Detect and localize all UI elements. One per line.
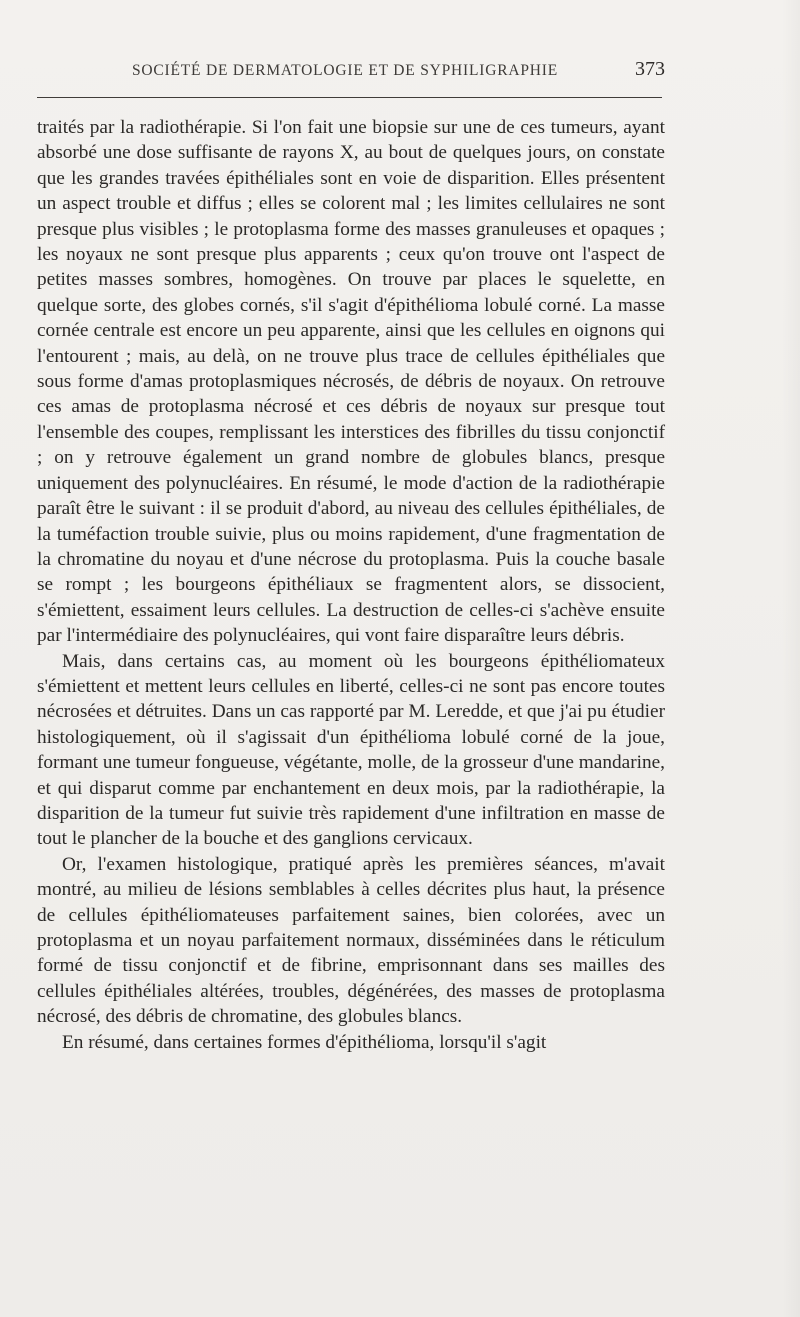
paragraph-continued: traités par la radiothérapie. Si l'on fait une biopsie sur une de ces tumeurs, ayant absorbé une dose suffisante de rayons X, au bout de quelques jours, on constate que les grandes travées épithéliales sont en voie de disparition. Elles présentent un aspect trouble et diffus ; elles se colorent mal ; les limites cellulaires ne sont presque plus visibles ; le protoplasma forme des masses granuleuses et opaques ; les noyaux ne sont presque plus apparents ; ceux qu'on trouve ont l'aspect de petites masses sombres, homogènes. On trouve par places le squelette, en quelque sorte, des globes cornés, s'il s'agit d'épithélioma lobulé corné. La masse cornée centrale est encore un peu apparente, ainsi que les cellules en oignons qui l'entourent ; mais, au delà, on ne trouve plus trace de cellules épithéliales que sous forme d'amas protoplasmiques nécrosés, de débris de noyaux. On retrouve ces amas de protoplasma nécrosé et ces débris de noyaux sur presque tout l'ensemble des coupes, remplissant les interstices des fibrilles du tissu conjonctif ; on y retrouve également un grand nombre de globules blancs, presque uniquement des polynucléaires. En résumé, le mode d'action de la radiothérapie paraît être le suivant : il se produit d'abord, au niveau des cellules épithéliales, de la tuméfaction trouble suivie, plus ou moins rapidement, d'une fragmentation de la chromatine du noyau et d'une nécrose du protoplasma. Puis la couche basale se rompt ; les bourgeons épithéliaux se fragmentent alors, se dissocient, s'émiettent, essaiment leurs cellules. La destruction de celles-ci s'achève ensuite par l'intermédiaire des polynucléaires, qui vont faire disparaître leurs débris. xyxy=(37,117,665,647)
paragraph: Or, l'examen histologique, pratiqué après les premières séances, m'avait montré, au milieu de lésions semblables à celles décrites plus haut, la présence de cellules épithéliomateuses parfaitement saines, bien colorées, avec un protoplasma et un noyau parfaitement normaux, disséminées dans le réticulum formé de tissu conjonctif et de fibrine, emprisonnant dans ses mailles des cellules épithéliales altérées, troubles, dégénérées, des masses de protoplasma nécrosé, des débris de chromatine, des globules blancs. xyxy=(37,853,665,1028)
page-number: 373 xyxy=(635,58,665,80)
body-text xyxy=(37,115,665,1055)
paragraph: Mais, dans certains cas, au moment où les bourgeons épithéliomateux s'émiettent et mettent leurs cellules en liberté, celles-ci ne sont pas encore toutes nécrosées et détruites. Dans un cas rapporté par M. Leredde, et que j'ai pu étudier histologiquement, où il s'agissait d'un épithélioma lobulé corné de la joue, formant une tumeur fongueuse, végétante, molle, de la grosseur d'une mandarine, et qui disparut comme par enchantement en deux mois, par la radiothérapie, la disparition de la tumeur fut suivie très rapidement d'une infiltration en masse de tout le plancher de la bouche et des ganglions cervicaux. xyxy=(37,650,665,850)
header-rule xyxy=(37,97,662,98)
paragraph: En résumé, dans certaines formes d'épithélioma, lorsqu'il s'agit xyxy=(62,1031,547,1053)
page-edge-shadow xyxy=(782,0,800,1317)
running-title: SOCIÉTÉ DE DERMATOLOGIE ET DE SYPHILIGRAPHIE xyxy=(132,62,558,79)
